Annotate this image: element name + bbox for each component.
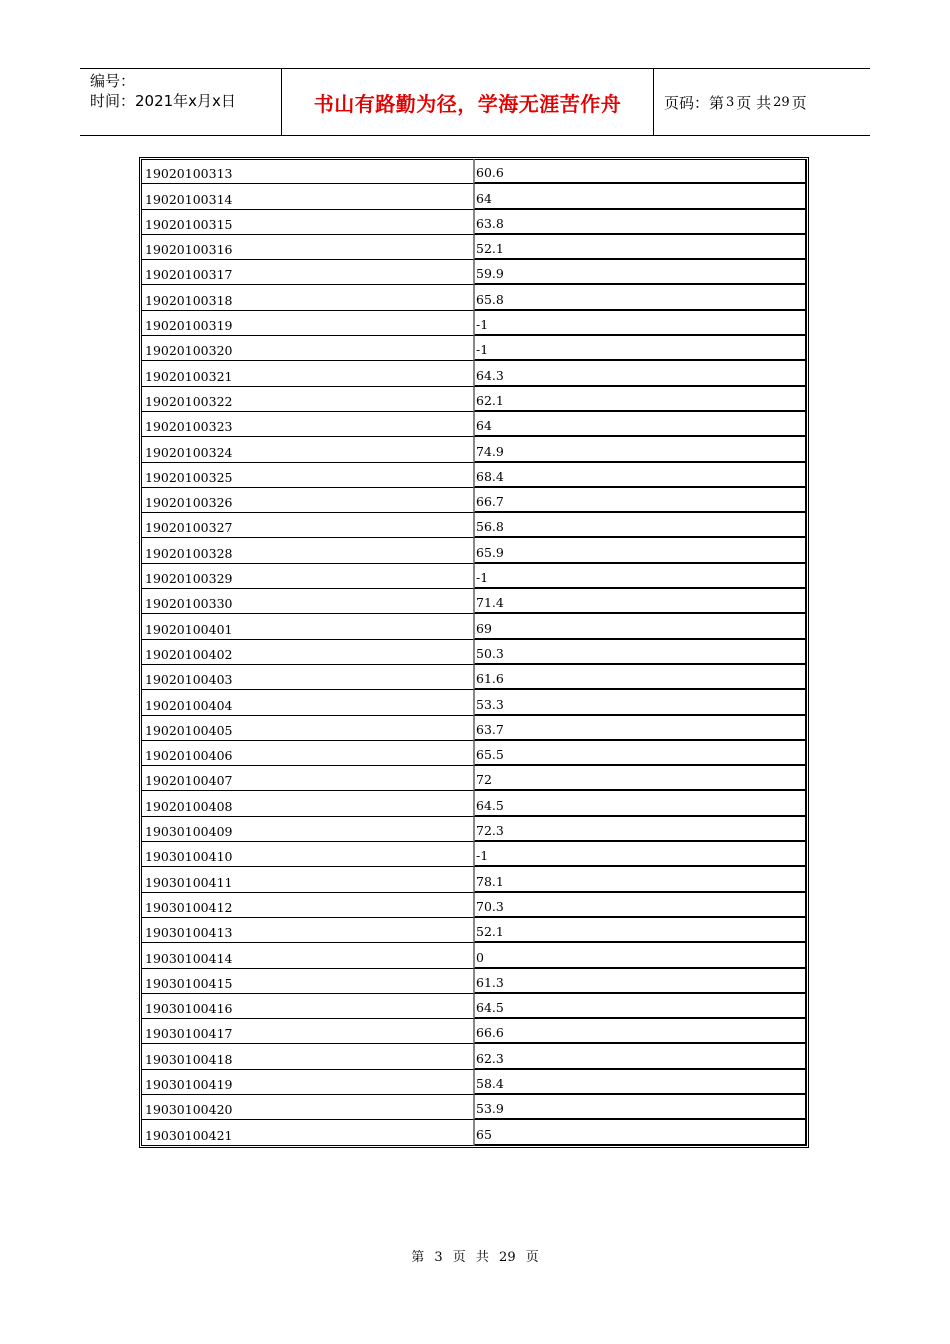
table-row (141, 1044, 807, 1069)
id-cell: 19030100409 (141, 817, 474, 842)
id-cell: 19020100320 (141, 336, 474, 361)
table-row (141, 969, 807, 994)
table-row (141, 437, 807, 462)
value-cell: 53.9 (474, 1095, 807, 1120)
value-cell: 56.8 (474, 513, 807, 538)
value-cell: 53.3 (474, 690, 807, 715)
table-row (141, 867, 807, 892)
id-cell: 19030100410 (141, 842, 474, 867)
id-cell: 19020100313 (141, 159, 474, 184)
value-cell: -1 (474, 564, 807, 589)
table-row (141, 159, 807, 184)
value-cell: 50.3 (474, 640, 807, 665)
value-cell: 68.4 (474, 463, 807, 488)
table-row (141, 893, 807, 918)
table-row (141, 412, 807, 437)
value-cell: 65.9 (474, 538, 807, 563)
value-cell: 78.1 (474, 867, 807, 892)
value-cell: 71.4 (474, 589, 807, 614)
value-cell: 0 (474, 943, 807, 968)
id-cell: 19020100316 (141, 235, 474, 260)
id-cell: 19030100416 (141, 994, 474, 1019)
table-row (141, 311, 807, 336)
id-cell: 19020100315 (141, 210, 474, 235)
data-table-frame (139, 157, 809, 1148)
table-row (141, 918, 807, 943)
id-cell: 19030100414 (141, 943, 474, 968)
value-cell: 63.7 (474, 716, 807, 741)
value-cell: 66.7 (474, 488, 807, 513)
id-cell: 19020100407 (141, 766, 474, 791)
id-cell: 19020100326 (141, 488, 474, 513)
id-cell: 19020100323 (141, 412, 474, 437)
value-cell: -1 (474, 842, 807, 867)
id-cell: 19030100419 (141, 1070, 474, 1095)
id-cell: 19020100401 (141, 614, 474, 639)
header-page-info (654, 69, 870, 135)
page-total: 29 (773, 94, 790, 110)
value-cell: 52.1 (474, 235, 807, 260)
table-row (141, 235, 807, 260)
value-cell: 61.6 (474, 665, 807, 690)
table-row (141, 184, 807, 209)
table-row (141, 210, 807, 235)
value-cell: 64.3 (474, 361, 807, 386)
value-cell: 60.6 (474, 159, 807, 184)
table-row (141, 842, 807, 867)
value-cell: 72 (474, 766, 807, 791)
id-cell: 19020100325 (141, 463, 474, 488)
value-cell: 70.3 (474, 893, 807, 918)
table-row (141, 791, 807, 816)
table-row (141, 665, 807, 690)
table-row (141, 463, 807, 488)
page-mid: 页 共 (736, 93, 772, 112)
table-row (141, 817, 807, 842)
value-cell: 61.3 (474, 969, 807, 994)
value-cell: -1 (474, 311, 807, 336)
id-cell: 19030100418 (141, 1044, 474, 1069)
id-cell: 19030100417 (141, 1019, 474, 1044)
value-cell: 64 (474, 412, 807, 437)
table-row (141, 614, 807, 639)
table-row (141, 285, 807, 310)
value-cell: 63.8 (474, 210, 807, 235)
id-cell: 19020100404 (141, 690, 474, 715)
value-cell: 65.5 (474, 741, 807, 766)
id-cell: 19020100317 (141, 260, 474, 285)
time-label: 时间：2021年x月x日 (90, 92, 236, 110)
table-row (141, 994, 807, 1019)
id-cell: 19020100321 (141, 361, 474, 386)
table-row (141, 336, 807, 361)
id-cell: 19020100405 (141, 716, 474, 741)
value-cell: 69 (474, 614, 807, 639)
id-cell: 19020100314 (141, 184, 474, 209)
table-row (141, 260, 807, 285)
page-suffix: 页 (791, 93, 807, 112)
table-row (141, 640, 807, 665)
header-info (80, 69, 282, 135)
value-cell: 58.4 (474, 1070, 807, 1095)
table-row (141, 1120, 807, 1145)
value-cell: 64 (474, 184, 807, 209)
id-cell: 19030100421 (141, 1120, 474, 1145)
value-cell: 74.9 (474, 437, 807, 462)
id-cell: 19030100413 (141, 918, 474, 943)
table-row (141, 716, 807, 741)
id-cell: 19020100328 (141, 538, 474, 563)
table-row (141, 488, 807, 513)
id-cell: 19020100408 (141, 791, 474, 816)
id-cell: 19020100403 (141, 665, 474, 690)
table-row (141, 361, 807, 386)
page-current: 3 (726, 94, 735, 110)
value-cell: 59.9 (474, 260, 807, 285)
id-cell: 19020100330 (141, 589, 474, 614)
page-prefix: 页码：第 (664, 93, 725, 112)
value-cell: 62.1 (474, 387, 807, 412)
table-row (141, 1095, 807, 1120)
header-motto: 书山有路勤为径，学海无涯苦作舟 (282, 69, 654, 135)
value-cell: 65 (474, 1120, 807, 1145)
value-cell: 65.8 (474, 285, 807, 310)
table-row (141, 538, 807, 563)
value-cell: -1 (474, 336, 807, 361)
id-cell: 19020100327 (141, 513, 474, 538)
value-cell: 62.3 (474, 1044, 807, 1069)
value-cell: 52.1 (474, 918, 807, 943)
table-row (141, 943, 807, 968)
id-cell: 19020100406 (141, 741, 474, 766)
id-cell: 19020100322 (141, 387, 474, 412)
page-footer: 第 3 页 共 29 页 (411, 1250, 539, 1265)
data-table (141, 159, 807, 1146)
value-cell: 64.5 (474, 994, 807, 1019)
value-cell: 66.6 (474, 1019, 807, 1044)
table-row (141, 766, 807, 791)
id-cell: 19030100411 (141, 867, 474, 892)
id-cell: 19020100324 (141, 437, 474, 462)
table-row (141, 1070, 807, 1095)
id-cell: 19030100420 (141, 1095, 474, 1120)
table-row (141, 589, 807, 614)
table-row (141, 387, 807, 412)
id-cell: 19030100415 (141, 969, 474, 994)
id-cell: 19020100329 (141, 564, 474, 589)
table-row (141, 1019, 807, 1044)
table-row (141, 513, 807, 538)
number-label: 编号： (90, 72, 136, 90)
page-header (80, 68, 870, 136)
table-row (141, 690, 807, 715)
id-cell: 19020100318 (141, 285, 474, 310)
table-row (141, 741, 807, 766)
id-cell: 19020100319 (141, 311, 474, 336)
value-cell: 64.5 (474, 791, 807, 816)
table-row (141, 564, 807, 589)
value-cell: 72.3 (474, 817, 807, 842)
id-cell: 19020100402 (141, 640, 474, 665)
id-cell: 19030100412 (141, 893, 474, 918)
